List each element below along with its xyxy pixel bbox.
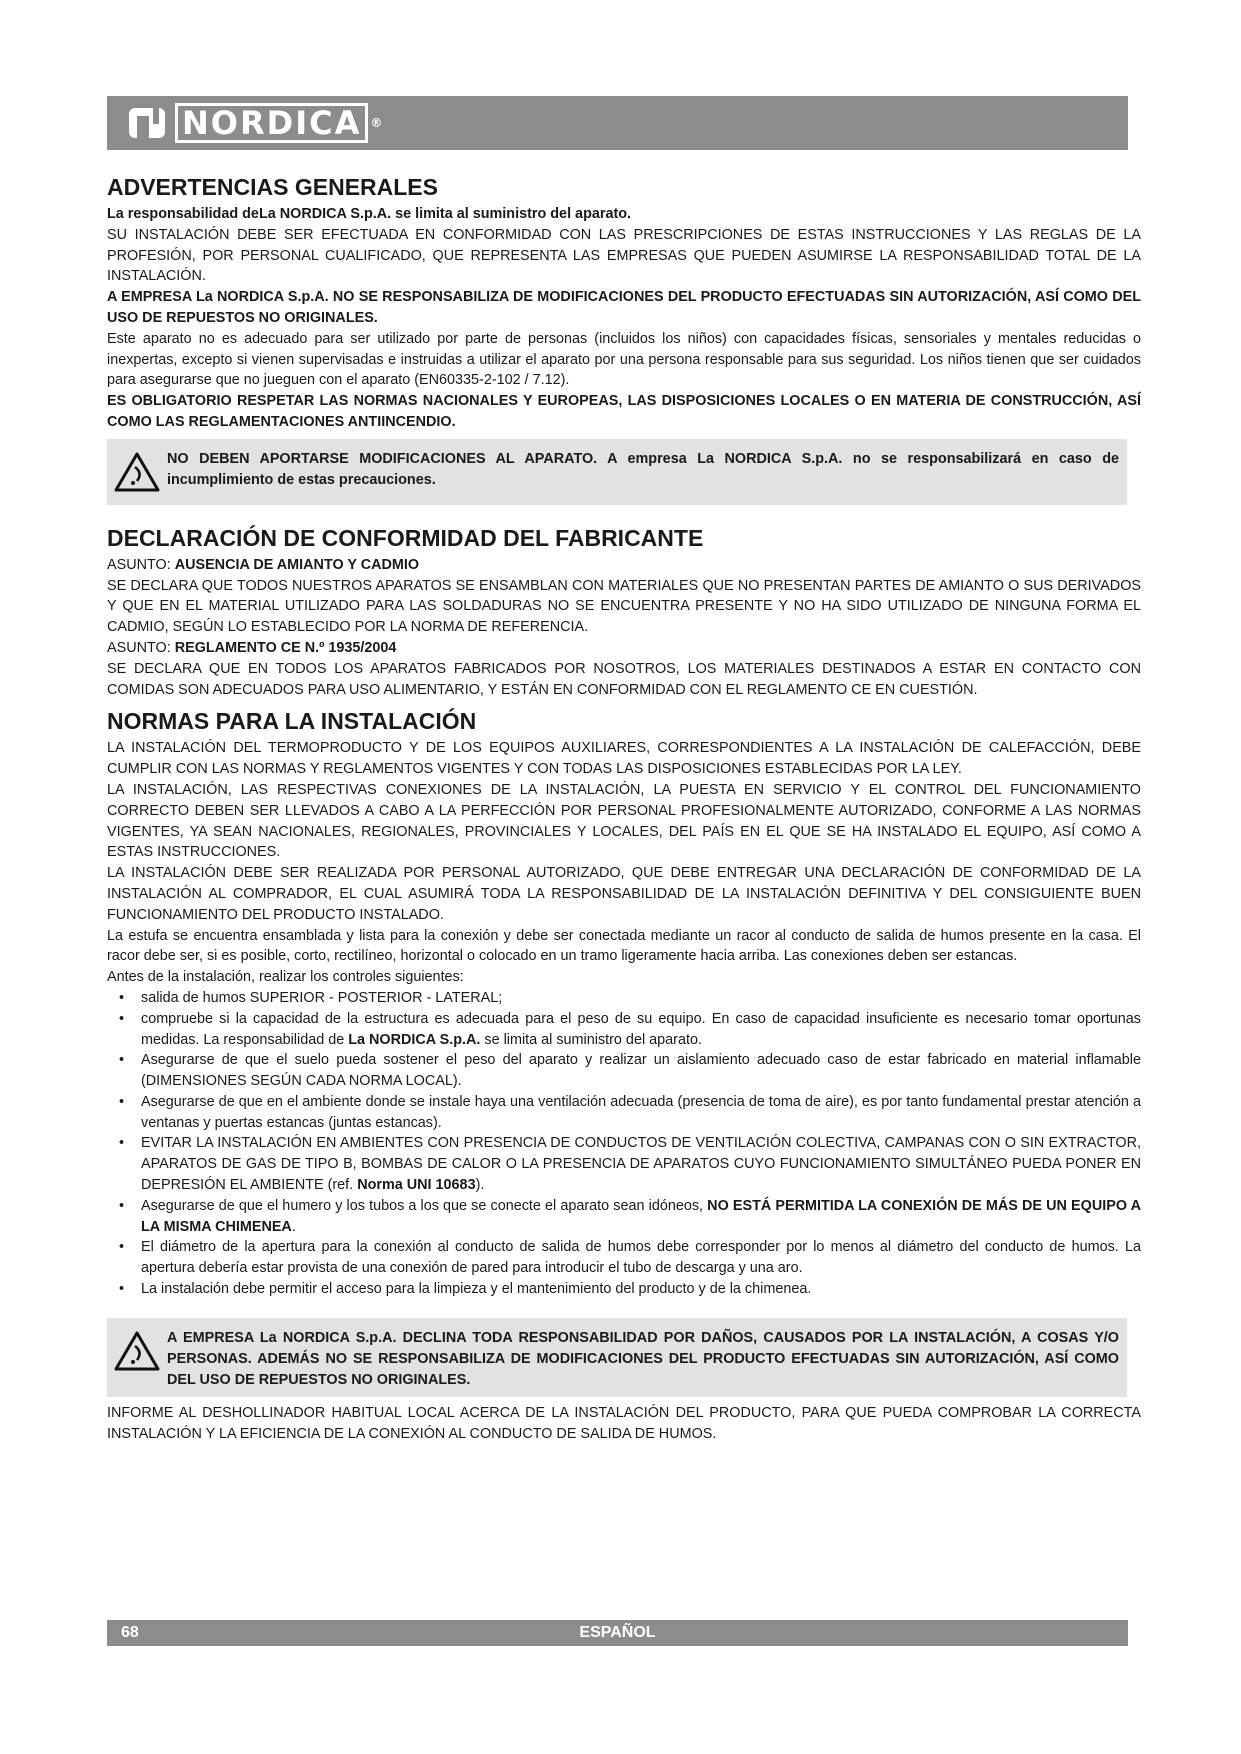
footer-bar <box>107 1620 1128 1646</box>
responsibility-note: La responsabilidad deLa NORDICA S.p.A. se limita al suministro del aparato. <box>107 206 632 222</box>
normas-paragraph-1: LA INSTALACIÓN DEL TERMOPRODUCTO Y DE LOS EQUIPOS AUXILIARES, CORRESPONDIENTES A LA INSTALACIÓN DE CALEFACCIÓN, DEBE CUMPLIR CON LAS NORMAS Y REGLAMENTOS VIGENTES Y CON TODAS LAS DISPOSICIONES ESTABLECIDAS POR LA LEY. <box>107 740 1141 778</box>
warning-triangle-icon <box>107 1328 167 1372</box>
brand-name: NORDICA <box>175 103 368 143</box>
list-item: • La instalación debe permitir el acceso para la limpieza y el mantenimiento del producto y de la chimenea. <box>107 1279 1141 1300</box>
chimney-sweep-paragraph: INFORME AL DESHOLLINADOR HABITUAL LOCAL ACERCA DE LA INSTALACIÓN DEL PRODUCTO, PARA QUE PUEDA COMPROBAR LA CORRECTA INSTALACIÓN Y LA EFICIENCIA DE LA CONEXIÓN AL CONDUCTO DE SALIDA DE HUMOS. <box>107 1404 1141 1442</box>
section-title-advertencias: ADVERTENCIAS GENERALES <box>107 174 438 200</box>
normas-paragraph-3: LA INSTALACIÓN DEBE SER REALIZADA POR PERSONAL AUTORIZADO, QUE DEBE ENTREGAR UNA DECLARACIÓN DE CONFORMIDAD DE LA INSTALACIÓN AL COMPRADOR, EL CUAL ASUMIRÁ TODA LA RESPONSABILIDAD DE LA INSTALACIÓN DEFINITIVA Y DEL CONSIGUIENTE BUEN FUNCIONAMIENTO DEL PRODUCTO INSTALADO. <box>107 865 1141 923</box>
children-safety-paragraph: Este aparato no es adecuado para ser utilizado por parte de personas (incluidos los niños) con capacidades físicas, sensoriales y mentales reducidas o inexpertas, excepto si vienen supervisadas e instruidas a utilizar el aparato por una persona responsable para sus seguridad. Los niños tienen que ser cuidados para asegurarse que no jueguen con el aparato (EN60335-2-102 / 7.12). <box>107 330 1141 389</box>
installation-checklist <box>107 988 1141 1300</box>
subject-amianto: AUSENCIA DE AMIANTO Y CADMIO <box>174 556 420 573</box>
regulations-paragraph: ES OBLIGATORIO RESPETAR LAS NORMAS NACIONALES Y EUROPEAS, LAS DISPOSICIONES LOCALES O EN MATERIA DE CONSTRUCCIÓN, ASÍ COMO LAS REGLAMENTACIONES ANTIINCENDIO. <box>107 393 1141 430</box>
list-item: • salida de humos SUPERIOR - POSTERIOR - LATERAL; <box>107 988 1141 1009</box>
subject-label: ASUNTO: <box>107 556 175 573</box>
normas-paragraph-2: LA INSTALACIÓN, LAS RESPECTIVAS CONEXIONES DE LA INSTALACIÓN, LA PUESTA EN SERVICIO Y EL CONTROL DEL FUNCIONAMIENTO CORRECTO DEBEN SER LLEVADOS A CABO A LA PERFECCIÓN POR PERSONAL PROFESIONALMENTE AUTORIZADO, CONFORME A LAS NORMAS VIGENTES, YA SEAN NACIONALES, REGIONALES, PROVINCIALES Y LOCALES, DEL PAÍS EN EL QUE SE HA INSTALADO EL EQUIPO, ASÍ COMO A ESTAS INSTRUCCIONES. <box>107 781 1141 861</box>
normas-paragraph-5: Antes de la instalación, realizar los controles siguientes: <box>107 969 464 986</box>
food-contact-paragraph: SE DECLARA QUE EN TODOS LOS APARATOS FABRICADOS POR NOSOTROS, LOS MATERIALES DESTINADOS A ESTAR EN CONTACTO CON COMIDAS SON ADECUADOS PARA USO ALIMENTARIO, Y ESTÁN EN CONFORMIDAD CON EL REGLAMENTO CE EN CUESTIÓN. <box>107 660 1141 698</box>
brand-logo <box>127 102 384 144</box>
page-content <box>107 172 1141 1444</box>
normas-paragraph-4: La estufa se encuentra ensamblada y lista para la conexión y debe ser conectada mediante un racor al conducto de salida de humos presente en la casa. El racor debe ser, si es posible, corto, rectilíneo, horizontal o colocado en un tramo ligeramente hacia arriba. Las conexiones deben ser estancas. <box>107 927 1141 965</box>
warning-text-1: NO DEBEN APORTARSE MODIFICACIONES AL APARATO. A empresa La NORDICA S.p.A. no se responsabilizará en caso de incumplimiento de estas precauciones. <box>167 450 1119 488</box>
amianto-paragraph: SE DECLARA QUE TODOS NUESTROS APARATOS SE ENSAMBLAN CON MATERIALES QUE NO PRESENTAN PARTES DE AMIANTO O SUS DERIVADOS Y QUE EN EL MATERIAL UTILIZADO PARA LAS SOLDADURAS NO SE ENCUENTRA PRESENTE Y NO HA SIDO UTILIZADO DE NINGUNA FORMA EL CADMIO, SEGÚN LO ESTABLECIDO POR LA NORMA DE REFERENCIA. <box>107 577 1141 636</box>
section-title-normas: NORMAS PARA LA INSTALACIÓN <box>107 708 477 735</box>
subject-line-2 <box>107 638 1141 659</box>
page-number: 68 <box>121 1624 139 1641</box>
registered-mark: ® <box>370 116 385 130</box>
warning-box-1 <box>107 439 1127 505</box>
warning-triangle-icon <box>107 449 167 493</box>
installation-paragraph: SU INSTALACIÓN DEBE SER EFECTUADA EN CONFORMIDAD CON LAS PRESCRIPCIONES DE ESTAS INSTRUCCIONES Y LAS REGLAS DE LA PROFESIÓN, POR PERSONAL CUALIFICADO, QUE REPRESENTA LAS EMPRESAS QUE PUEDEN ASUMIRSE LA RESPONSABILIDAD TOTAL DE LA INSTALACIÓN. <box>107 226 1141 285</box>
no-modifications-paragraph: A EMPRESA La NORDICA S.p.A. NO SE RESPONSABILIZA DE MODIFICACIONES DEL PRODUCTO EFECTUADAS SIN AUTORIZACIÓN, ASÍ COMO DEL USO DE REPUESTOS NO ORIGINALES. <box>107 289 1141 326</box>
warning-box-2 <box>107 1318 1127 1397</box>
warning-text-2: A EMPRESA La NORDICA S.p.A. DECLINA TODA RESPONSABILIDAD POR DAÑOS, CAUSADOS POR LA INSTALACIÓN, A COSAS Y/O PERSONAS. ADEMÁS NO SE RESPONSABILIZA DE MODIFICACIONES DEL PRODUCTO EFECTUADAS SIN AUTORIZACIÓN, ASÍ COMO DEL USO DE REPUESTOS NO ORIGINALES. <box>167 1329 1119 1388</box>
list-item: • compruebe si la capacidad de la estructura es adecuada para el peso de su equipo. En caso de capacidad insuficiente es necesario tomar oportunas medidas. La responsabilidad de La NORDICA S.p.A. se limita al suministro del aparato. <box>107 1009 1141 1051</box>
subject-label: ASUNTO: <box>107 639 175 656</box>
footer-language: ESPAÑOL <box>579 1624 656 1641</box>
section-title-declaracion: DECLARACIÓN DE CONFORMIDAD DEL FABRICANTE <box>107 524 704 551</box>
list-item: • EVITAR LA INSTALACIÓN EN AMBIENTES CON PRESENCIA DE CONDUCTOS DE VENTILACIÓN COLECTIVA, CAMPANAS CON O SIN EXTRACTOR, APARATOS DE GAS DE TIPO B, BOMBAS DE CALOR O LA PRESENCIA DE APARATOS CUYO FUNCIONAMIENTO SIMULTÁNEO PUEDA PONER EN DEPRESIÓN EL AMBIENTE (ref. Norma UNI 10683). <box>107 1133 1141 1195</box>
subject-line-1 <box>107 555 1141 576</box>
subject-reglamento: REGLAMENTO CE N.º 1935/2004 <box>174 639 397 656</box>
list-item: • El diámetro de la apertura para la conexión al conducto de salida de humos debe corresponder por lo menos al diámetro del conducto de humos. La apertura debería estar provista de una conexión de pared para introducir el tubo de descarga y una aro. <box>107 1237 1141 1279</box>
nordica-logo-mark-icon <box>127 104 167 142</box>
list-item: • Asegurarse de que en el ambiente donde se instale haya una ventilación adecuada (presencia de toma de aire), es por tanto fundamental prestar atención a ventanas y puertas estancas (juntas estancas). <box>107 1092 1141 1134</box>
list-item: • Asegurarse de que el humero y los tubos a los que se conecte el aparato sean idóneos, NO ESTÁ PERMITIDA LA CONEXIÓN DE MÁS DE UN EQUIPO A LA MISMA CHIMENEA. <box>107 1196 1141 1238</box>
header-bar <box>107 96 1128 150</box>
list-item: • Asegurarse de que el suelo pueda sostener el peso del aparato y realizar un aislamiento adecuado caso de estar fabricado en material inflamable (DIMENSIONES SEGÚN CADA NORMA LOCAL). <box>107 1050 1141 1092</box>
